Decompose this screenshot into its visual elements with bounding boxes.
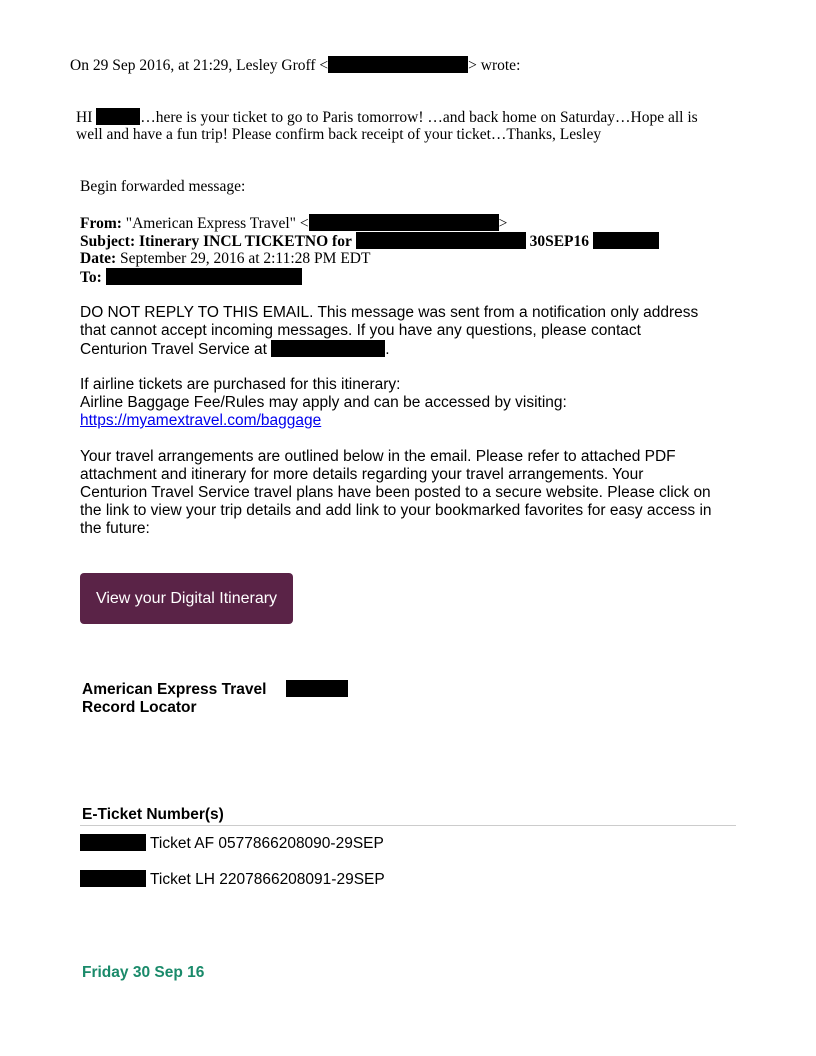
section-divider [80,825,736,826]
day-heading: Friday 30 Sep 16 [82,964,205,981]
redacted-from-email [309,214,499,231]
message-line-1: HI …here is your ticket to go to Paris tomorrow! …and back home on Saturday…Hope all is [76,109,698,126]
notice-line-3: Centurion Travel Service at . [80,341,390,358]
reply-header: On 29 Sep 2016, at 21:29, Lesley Groff < > wrote: [70,57,521,74]
eticket-heading: E-Ticket Number(s) [82,806,224,823]
locator-line-2: Record Locator [82,699,197,716]
baggage-line-2: Airline Baggage Fee/Rules may apply and can be accessed by visiting: [80,394,567,411]
notice-line-1: DO NOT REPLY TO THIS EMAIL. This message was sent from a notification only address [80,304,699,321]
travel-line-4: the link to view your trip details and add link to your bookmarked favorites for easy access in [80,502,712,519]
baggage-link[interactable]: https://myamextravel.com/baggage [80,412,322,429]
redacted-to-email [106,268,302,285]
forward-intro: Begin forwarded message: [80,178,246,195]
travel-line-1: Your travel arrangements are outlined below in the email. Please refer to attached PDF [80,448,676,465]
travel-line-2: attachment and itinerary for more details regarding your travel arrangements. Your [80,466,644,483]
travel-line-5: the future: [80,520,150,537]
redacted-subject-name [356,232,526,249]
redacted-phone [271,340,385,357]
message-line-2: well and have a fun trip! Please confirm back receipt of your ticket…Thanks, Lesley [76,126,602,143]
travel-line-3: Centurion Travel Service travel plans have been posted to a secure website. Please click on [80,484,711,501]
header-to: To: [80,268,302,287]
view-itinerary-button[interactable]: View your Digital Itinerary [80,573,293,624]
baggage-line-1: If airline tickets are purchased for this itinerary: [80,376,401,393]
redacted-subject-code [593,232,659,249]
notice-line-2: that cannot accept incoming messages. If you have any questions, please contact [80,322,641,339]
header-subject: Subject: Itinerary INCL TICKETNO for 30SEP16 [80,232,659,251]
header-from: From: "American Express Travel" < > [80,215,508,232]
redacted-locator [286,680,348,697]
ticket-row-1: Ticket AF 0577866208090-29SEP [80,834,384,853]
locator-line-1: American Express Travel [82,681,267,698]
redacted-email [328,56,468,73]
ticket-row-2: Ticket LH 2207866208091-29SEP [80,870,385,889]
redacted-passenger [80,870,146,887]
header-date: Date: September 29, 2016 at 2:11:28 PM EDT [80,250,371,267]
redacted-name [96,108,140,125]
redacted-passenger [80,834,146,851]
